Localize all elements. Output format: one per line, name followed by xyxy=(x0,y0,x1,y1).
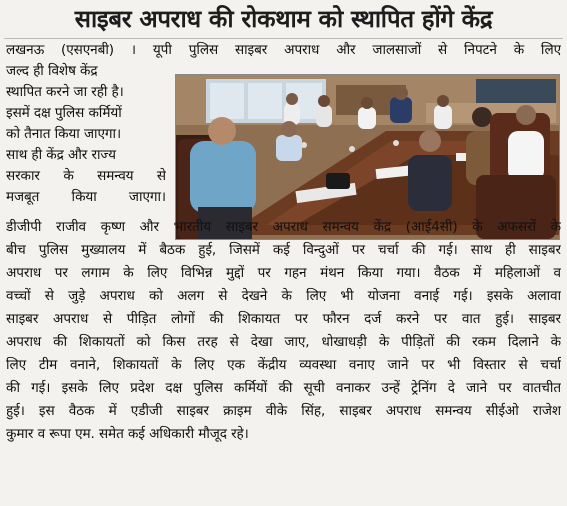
body-line-2: बीच पुलिस मुख्यालय में बैठक हुई, जिसमें कई विन्दुओं पर चर्चा की गई। साथ ही साइबर xyxy=(6,242,561,258)
left-column-line-2: स्थापित करने जा रही है। xyxy=(6,84,124,100)
left-column-line-3: इसमें दक्ष पुलिस कर्मियों xyxy=(6,105,122,121)
headline-divider xyxy=(4,38,563,39)
left-column-line-6: सरकार के समन्वय से xyxy=(6,168,166,184)
body-line-1: डीजीपी राजीव कृष्ण और भारतीय साइबर अपराध समन्वय केंद्र (आई4सी) के अफसरों के xyxy=(6,219,561,235)
body-line-3: अपराध पर लगाम के लिए विभिन्न मुद्दों पर गहन मंथन किया गया। वैठक में महिलाओं व xyxy=(6,265,561,281)
body-line-10: कुमार व रूपा एम. समेत कई अधिकारी मौजूद रहे। xyxy=(6,426,249,442)
body-line-7: लिए टीम वनाने, शिकायतों के लिए एक केंद्रीय व्यवस्था वनाए जाने पर भी विस्तार से चर्चा xyxy=(6,357,561,373)
meeting-photo-illustration xyxy=(176,75,559,239)
body-line-8: की गई। इसके लिए प्रदेश दक्ष पुलिस कर्मियों की सूची वनाकर उन्हें ट्रेनिंग दे जाने पर वातचीत xyxy=(6,380,561,396)
body-line-9: हुई। इस वैठक में एडीजी साइबर क्राइम वीके सिंह, साइबर अपराध समन्वय सीईओ राजेश xyxy=(6,403,561,419)
dateline-line: लखनऊ (एसएनबी) । यूपी पुलिस साइबर अपराध और जालसाजों से निपटने के लिए xyxy=(6,42,561,58)
headline: साइबर अपराध की रोकथाम को स्थापित होंगे केंद्र xyxy=(74,5,493,33)
body-line-6: अपराध की शिकायतों को किस तरह से देखा जाए, धोखाधड़ी के पीड़ितों की रकम दिलाने के xyxy=(6,334,561,350)
meeting-photo xyxy=(175,74,560,240)
left-column-line-4: को तैनात किया जाएगा। xyxy=(6,126,122,142)
body-line-5: साइबर अपराध से पीड़ित लोगों की शिकायत पर फौरन दर्ज करने पर वात हुई। साइबर xyxy=(6,311,561,327)
left-column-line-5: साथ ही केंद्र और राज्य xyxy=(6,147,116,163)
left-column-line-1: जल्द ही विशेष केंद्र xyxy=(6,63,98,79)
left-column-line-7: मजबूत किया जाएगा। xyxy=(6,189,166,205)
body-line-4: वच्चों से जुड़े अपराध को अलग से देखने के लिए भी योजना वनाई गई। इसके अलावा xyxy=(6,288,561,304)
